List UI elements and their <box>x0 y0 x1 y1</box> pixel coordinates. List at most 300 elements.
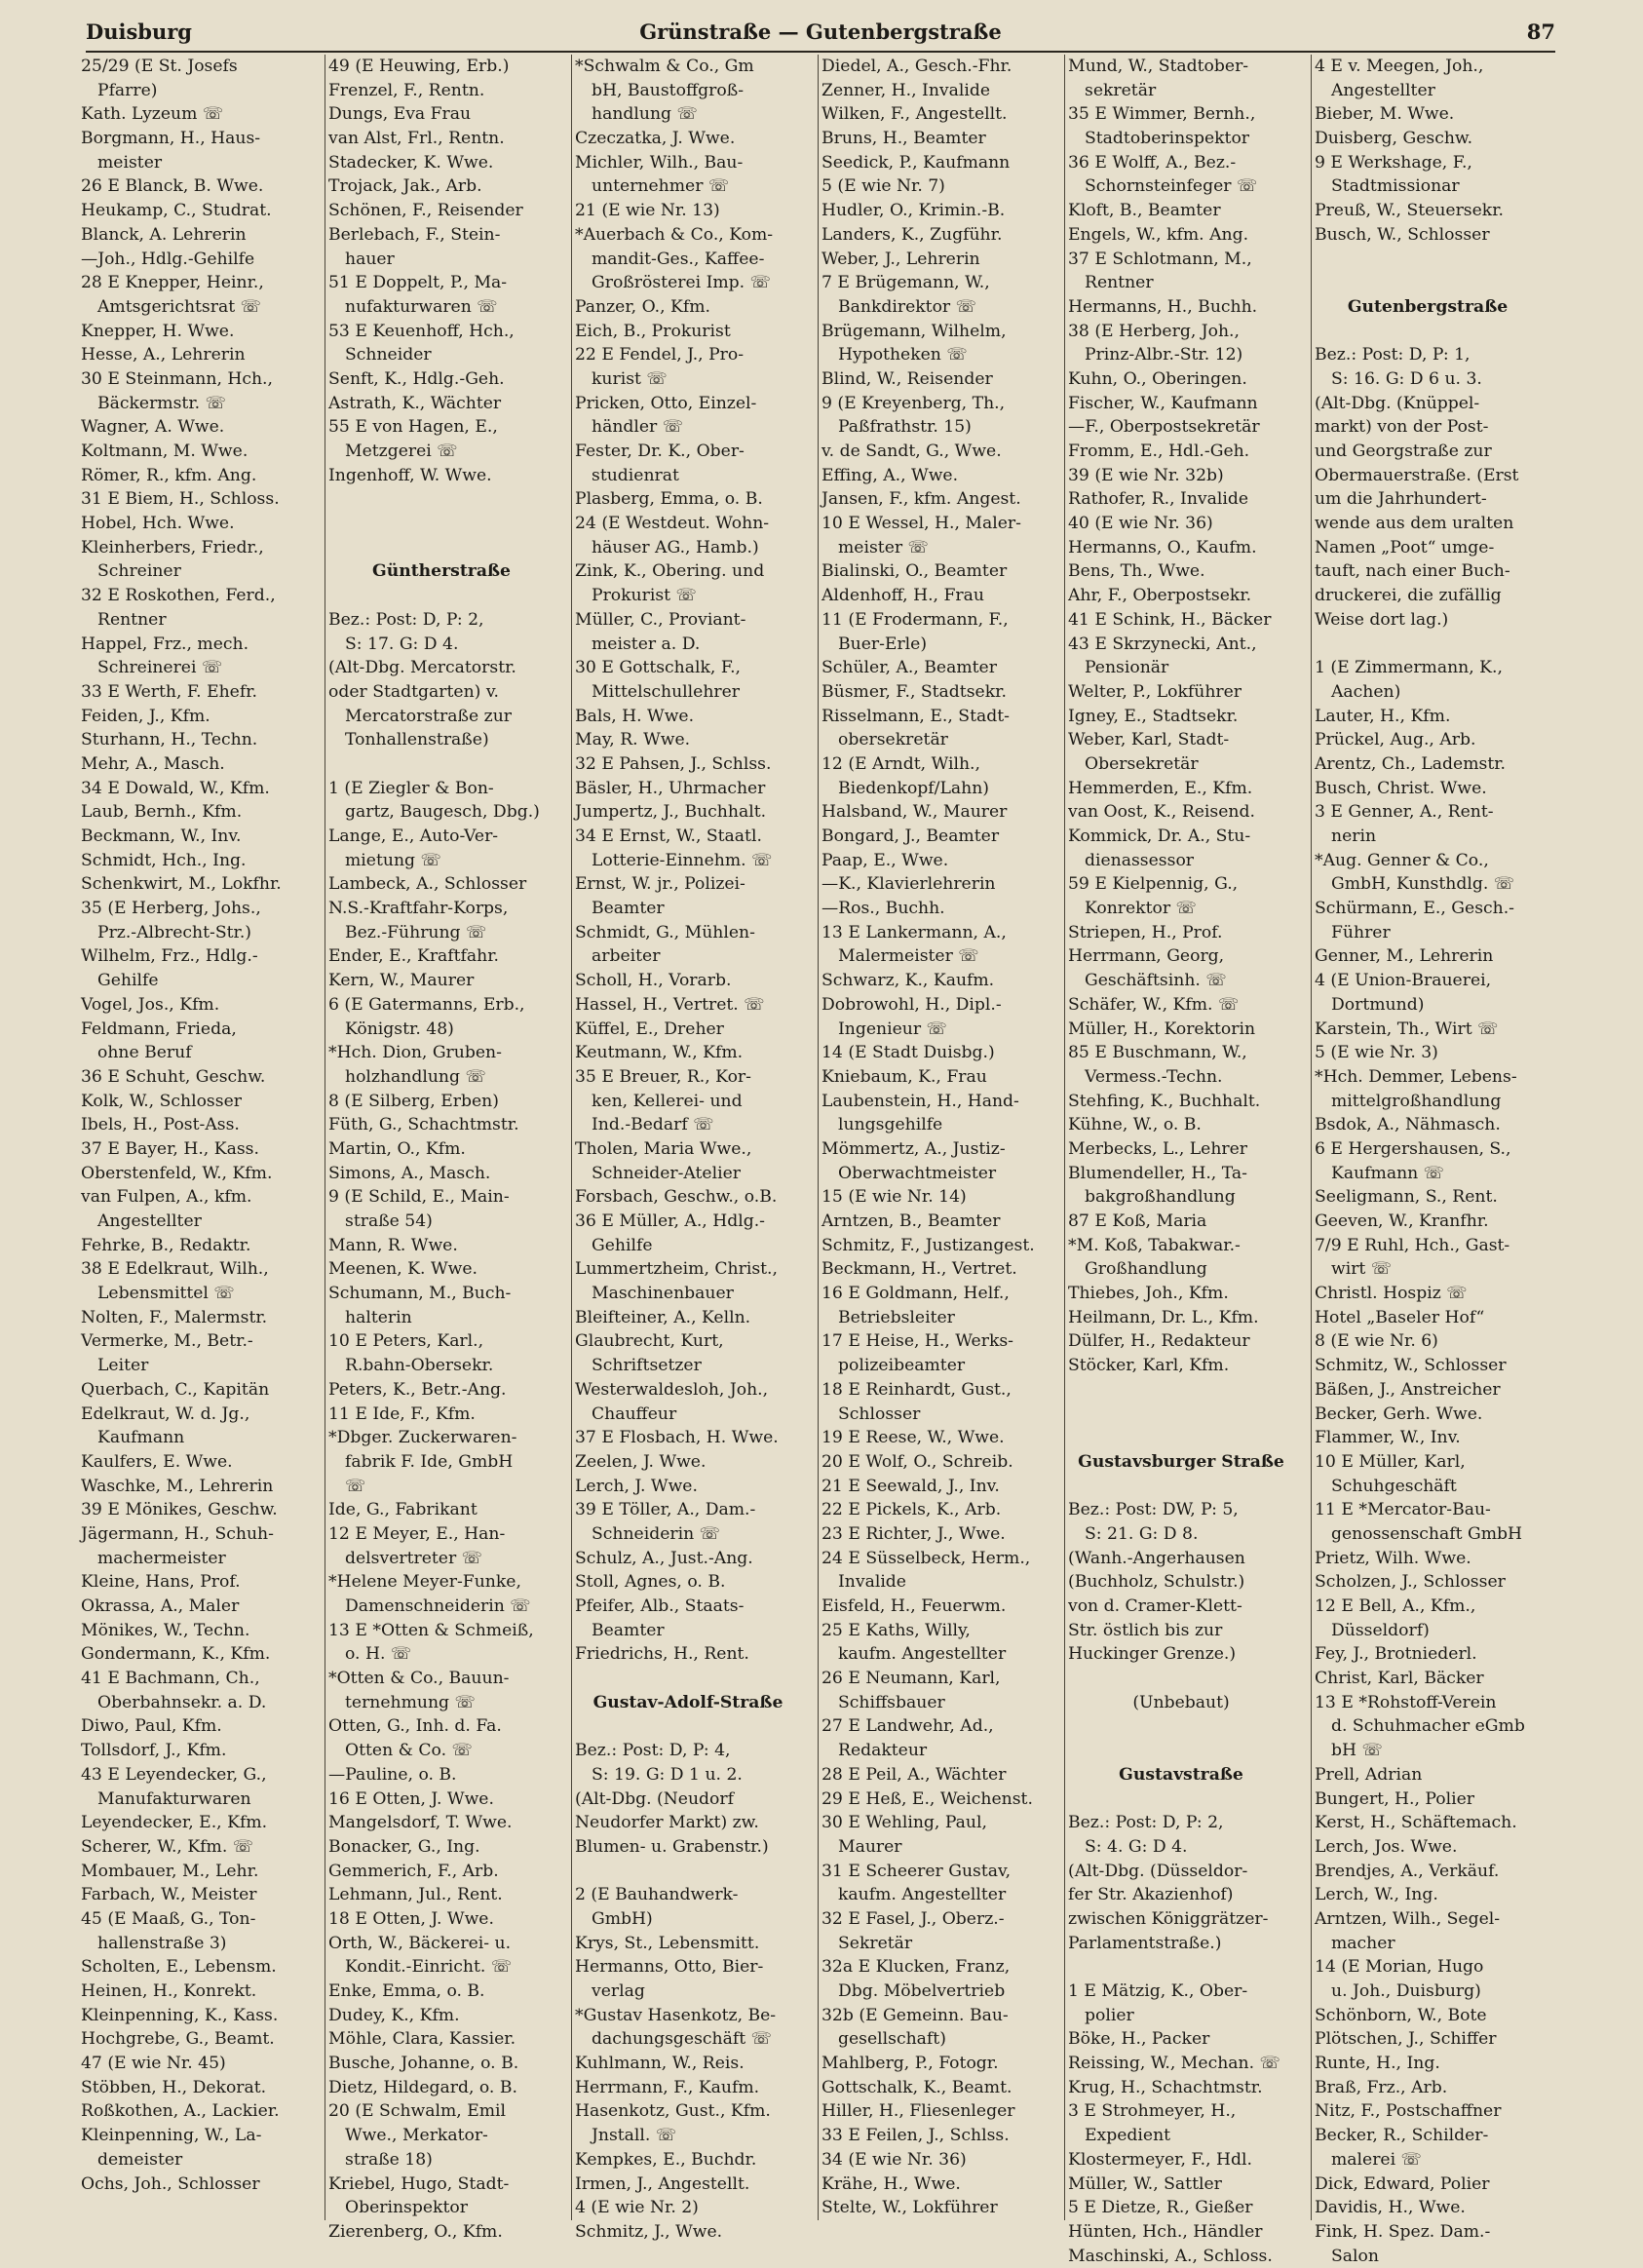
directory-entry: Bals, H. Wwe. <box>575 706 695 726</box>
directory-entry-continuation: meister a. D. <box>592 634 701 654</box>
directory-entry-continuation: dienassessor <box>1085 850 1195 870</box>
directory-entry-continuation: Paßfrathstr. 15) <box>838 417 972 438</box>
directory-entry-continuation: Kaufmann ☏ <box>1331 1163 1445 1183</box>
directory-entry: und Georgstraße zur <box>1315 442 1492 461</box>
directory-entry: Fink, H. Spez. Dam.- <box>1315 2221 1491 2242</box>
directory-entry: Landers, K., Zugführ. <box>822 224 1003 245</box>
directory-entry: *Hch. Dion, Gruben- <box>328 1043 502 1063</box>
directory-entry: Blanck, A. Lehrerin <box>81 224 247 245</box>
directory-entry-continuation: Ingenieur ☏ <box>838 1019 948 1039</box>
directory-entry: Davidis, H., Wwe. <box>1315 2198 1466 2218</box>
directory-entry: Bialinski, O., Beamter <box>822 561 1008 582</box>
directory-entry: Ender, E., Kraftfahr. <box>328 946 500 967</box>
directory-entry: 16 E Otten, J. Wwe. <box>328 1788 494 1809</box>
directory-entry: Flammer, W., Inv. <box>1315 1428 1461 1448</box>
directory-entry: 11 (E Frodermann, F., <box>822 609 1009 630</box>
directory-entry-continuation: Amtsgerichtsrat ☏ <box>97 296 262 317</box>
directory-entry: Fischer, W., Kaufmann <box>1068 393 1258 413</box>
directory-entry: Hesse, A., Lehrerin <box>81 345 246 365</box>
directory-entry: Blumendeller, H., Ta- <box>1068 1163 1247 1183</box>
directory-entry: Simons, A., Masch. <box>328 1163 491 1183</box>
directory-entry: Böke, H., Packer <box>1068 2029 1210 2050</box>
directory-entry: Gemmerich, F., Arb. <box>328 1861 499 1881</box>
directory-entry: 22 E Fendel, J., Pro- <box>575 345 745 365</box>
directory-entry: Kühne, W., o. B. <box>1068 1115 1202 1135</box>
directory-entry: Stehfing, K., Buchhalt. <box>1068 1091 1261 1111</box>
directory-entry: Busch, Christ. Wwe. <box>1315 778 1487 798</box>
directory-entry: 1 E Mätzig, K., Ober- <box>1068 1981 1248 2001</box>
directory-entry: Kloft, B., Beamter <box>1068 201 1221 221</box>
directory-entry: Engels, W., kfm. Ang. <box>1068 224 1249 245</box>
directory-entry-continuation: Großrösterei Imp. ☏ <box>592 273 772 293</box>
directory-entry: Panzer, O., Kfm. <box>575 296 711 317</box>
directory-entry-continuation: unternehmer ☏ <box>592 176 730 197</box>
directory-entry: zwischen Königgrätzer- <box>1068 1908 1269 1929</box>
directory-entry-continuation: Sekretär <box>838 1933 913 1953</box>
directory-entry: Pricken, Otto, Einzel- <box>575 393 757 413</box>
directory-entry: 9 (E Schild, E., Main- <box>328 1187 510 1208</box>
directory-entry: Namen „Poot“ umge- <box>1315 537 1495 557</box>
directory-entry: 35 E Breuer, R., Kor- <box>575 1066 751 1087</box>
directory-entry-continuation: ☏ <box>345 1476 366 1496</box>
directory-entry: Becker, R., Schilder- <box>1315 2126 1489 2146</box>
directory-entry: Str. östlich bis zur <box>1068 1620 1223 1640</box>
directory-entry: Lummertzheim, Christ., <box>575 1259 778 1280</box>
directory-entry: Lauter, H., Kfm. <box>1315 706 1451 726</box>
directory-entry: 38 (E Herberg, Joh., <box>1068 321 1240 341</box>
directory-entry: Hiller, H., Fliesenleger <box>822 2101 1015 2122</box>
spacer <box>1065 1955 1297 1980</box>
directory-entry: 2 (E Bauhandwerk- <box>575 1885 739 1905</box>
directory-entry-continuation: macher <box>1331 1933 1395 1953</box>
directory-entry: 21 E Seewald, J., Inv. <box>822 1476 1000 1496</box>
directory-entry-continuation: Maschinenbauer <box>592 1284 734 1304</box>
directory-entry: *Dbger. Zuckerwaren- <box>328 1428 517 1448</box>
directory-entry: *Gustav Hasenkotz, Be- <box>575 2005 777 2025</box>
directory-entry: Christl. Hospiz ☏ <box>1315 1284 1468 1304</box>
directory-entry: 38 E Edelkraut, Wilh., <box>81 1259 269 1280</box>
directory-entry: Dietz, Hildegard, o. B. <box>328 2077 517 2097</box>
directory-entry: Weise dort lag.) <box>1315 609 1449 630</box>
directory-entry: 29 E Heß, E., Weichenst. <box>822 1788 1033 1809</box>
directory-entry: 12 (E Arndt, Wilh., <box>822 753 980 774</box>
directory-entry-continuation: mandit-Ges., Kaffee- <box>592 249 765 269</box>
directory-entry-continuation: Prz.-Albrecht-Str.) <box>97 922 251 942</box>
column-2 <box>325 55 557 2242</box>
directory-entry-continuation: Aachen) <box>1331 681 1401 702</box>
spacer <box>1065 1739 1297 1763</box>
directory-entry: 49 (E Heuwing, Erb.) <box>328 57 510 76</box>
directory-entry-continuation: fabrik F. Ide, GmbH <box>345 1451 514 1472</box>
directory-entry-continuation: Düsseldorf) <box>1331 1620 1430 1640</box>
directory-entry-continuation: polizeibeamter <box>838 1356 966 1376</box>
directory-entry-continuation: Mittelschullehrer <box>592 681 741 702</box>
directory-entry: 51 E Doppelt, P., Ma- <box>328 273 508 293</box>
directory-entry: Bez.: Post: D, P: 4, <box>575 1741 731 1761</box>
directory-entry-continuation: straße 18) <box>345 2149 433 2170</box>
directory-entry: Gondermann, K., Kfm. <box>81 1644 271 1665</box>
column-4 <box>818 55 1051 2220</box>
directory-entry: Mombauer, M., Lehr. <box>81 1861 259 1881</box>
street-heading: Gutenbergstraße <box>1347 296 1509 317</box>
spacer <box>572 1714 804 1739</box>
directory-entry: Diwo, Paul, Kfm. <box>81 1716 222 1737</box>
directory-entry-continuation: Obersekretär <box>1085 753 1199 774</box>
directory-entry-continuation: Königstr. 48) <box>345 1019 454 1039</box>
directory-entry-continuation: Schiffsbauer <box>838 1692 945 1712</box>
directory-entry: May, R. Wwe. <box>575 730 691 750</box>
directory-entry: Schäfer, W., Kfm. ☏ <box>1068 994 1240 1015</box>
directory-entry-continuation: Prokurist ☏ <box>592 586 698 606</box>
directory-entry: Fehrke, B., Redaktr. <box>81 1235 251 1255</box>
directory-entry: Krys, St., Lebensmitt. <box>575 1933 760 1953</box>
directory-entry: 33 E Werth, F. Ehefr. <box>81 681 258 702</box>
directory-entry: Ernst, W. jr., Polizei- <box>575 874 745 895</box>
directory-entry: 59 E Kielpennig, G., <box>1068 874 1239 895</box>
directory-entry-continuation: Expedient <box>1085 2126 1171 2146</box>
directory-entry-continuation: arbeiter <box>592 946 661 967</box>
directory-entry: Mangelsdorf, T. Wwe. <box>328 1813 513 1833</box>
directory-entry: Oberstenfeld, W., Kfm. <box>81 1163 273 1183</box>
directory-entry-continuation: hallenstraße 3) <box>97 1933 227 1953</box>
directory-entry-continuation: Bankdirektor ☏ <box>838 296 977 317</box>
directory-entry: 4 (E wie Nr. 2) <box>575 2198 699 2218</box>
directory-entry: 15 (E wie Nr. 14) <box>822 1187 967 1208</box>
directory-entry-continuation: Schneiderin ☏ <box>592 1523 721 1544</box>
directory-entry: Büsmer, F., Stadtsekr. <box>822 681 1007 702</box>
directory-entry-continuation: straße 54) <box>345 1211 433 1231</box>
directory-entry-continuation: Prinz-Albr.-Str. 12) <box>1085 345 1243 365</box>
column-3 <box>571 55 804 2242</box>
directory-entry: Prückel, Aug., Arb. <box>1315 730 1476 750</box>
directory-entry-continuation: Pfarre) <box>97 80 158 100</box>
directory-entry: Mönikes, W., Techn. <box>81 1620 250 1640</box>
directory-entry-continuation: Jnstall. ☏ <box>592 2126 677 2146</box>
directory-entry-continuation: verlag <box>592 1981 645 2001</box>
directory-entry-continuation: Stadtmissionar <box>1331 176 1460 197</box>
directory-entry: Waschke, M., Lehrerin <box>81 1476 274 1496</box>
directory-entry-continuation: ken, Kellerei- und <box>592 1091 743 1111</box>
directory-entry-continuation: Biedenkopf/Lahn) <box>838 778 989 798</box>
directory-entry: 37 E Flosbach, H. Wwe. <box>575 1428 779 1448</box>
directory-entry-continuation: Oberinspektor <box>345 2198 468 2218</box>
directory-entry: 34 E Ernst, W., Staatl. <box>575 826 762 846</box>
directory-entry-continuation: delsvertreter ☏ <box>345 1548 483 1568</box>
directory-entry: Gottschalk, K., Beamt. <box>822 2077 1013 2097</box>
directory-entry: Mann, R. Wwe. <box>328 1235 458 1255</box>
directory-entry-continuation: Dortmund) <box>1331 994 1425 1015</box>
directory-entry: 20 (E Schwalm, Emil <box>328 2101 507 2122</box>
directory-entry: Arntzen, B., Beamter <box>822 1211 1001 1231</box>
directory-entry: Wagner, A. Wwe. <box>81 417 225 438</box>
directory-entry: Frenzel, F., Rentn. <box>328 80 485 100</box>
directory-entry: van Oost, K., Reisend. <box>1068 802 1255 823</box>
directory-entry: Weber, Karl, Stadt- <box>1068 730 1230 750</box>
directory-entry: Heilmann, Dr. L., Kfm. <box>1068 1307 1259 1327</box>
directory-entry: Scholten, E., Lebensm. <box>81 1957 277 1978</box>
directory-entry: 34 (E wie Nr. 36) <box>822 2149 967 2170</box>
directory-entry: Tholen, Maria Wwe., <box>575 1138 752 1159</box>
header-street-range: Grünstraße — Gutenbergstraße <box>639 19 1002 44</box>
directory-entry: Welter, P., Lokführer <box>1068 681 1242 702</box>
directory-entry-continuation: Tonhallenstraße) <box>345 730 489 750</box>
directory-entry-continuation: Damenschneiderin ☏ <box>345 1596 531 1616</box>
directory-entry: Enke, Emma, o. B. <box>328 1981 485 2001</box>
directory-entry: markt) von der Post- <box>1315 417 1489 438</box>
directory-entry: Krähe, H., Wwe. <box>822 2173 961 2194</box>
directory-entry: Kleinherbers, Friedr., <box>81 537 264 557</box>
directory-entry: Forsbach, Geschw., o.B. <box>575 1187 778 1208</box>
directory-entry: 16 E Goldmann, Helf., <box>822 1284 1010 1304</box>
directory-entry: Hasenkotz, Gust., Kfm. <box>575 2101 771 2122</box>
directory-entry: Nolten, F., Malermstr. <box>81 1307 268 1327</box>
directory-entry: Bungert, H., Polier <box>1315 1788 1474 1809</box>
directory-entry: Schmitz, W., Schlosser <box>1315 1356 1507 1376</box>
directory-entry-continuation: Schneider-Atelier <box>592 1163 741 1183</box>
directory-entry-continuation: S: 19. G: D 1 u. 2. <box>592 1764 743 1785</box>
spacer <box>1312 320 1544 344</box>
directory-entry-continuation: meister ☏ <box>838 537 930 557</box>
directory-entry-continuation: ohne Beruf <box>97 1043 192 1063</box>
directory-entry: 32b (E Gemeinn. Bau- <box>822 2005 1009 2025</box>
directory-entry: Paap, E., Wwe. <box>822 850 949 870</box>
directory-entry: Hermanns, Otto, Bier- <box>575 1957 764 1978</box>
directory-entry-continuation: S: 16. G: D 6 u. 3. <box>1331 368 1482 389</box>
directory-entry: Keutmann, W., Kfm. <box>575 1043 744 1063</box>
directory-entry: 32 E Fasel, J., Oberz.- <box>822 1908 1005 1929</box>
directory-entry: 3 E Genner, A., Rent- <box>1315 802 1494 823</box>
directory-entry: Kolk, W., Schlosser <box>81 1091 242 1111</box>
directory-entry: Scholzen, J., Schlosser <box>1315 1572 1506 1593</box>
directory-entry: Otten, G., Inh. d. Fa. <box>328 1716 502 1737</box>
directory-entry: *Helene Meyer-Funke, <box>328 1572 521 1593</box>
directory-entry: Müller, C., Proviant- <box>575 609 746 630</box>
directory-entry: Ingenhoff, W. Wwe. <box>328 465 492 485</box>
directory-entry: 53 E Keuenhoff, Hch., <box>328 321 515 341</box>
directory-entry: Römer, R., kfm. Ang. <box>81 465 257 485</box>
directory-entry: Lange, E., Auto-Ver- <box>328 826 499 846</box>
directory-entry: —Joh., Hdlg.-Gehilfe <box>81 249 255 269</box>
directory-entry: 27 E Landwehr, Ad., <box>822 1716 994 1737</box>
directory-entry: 8 (E wie Nr. 6) <box>1315 1331 1438 1352</box>
spacer <box>1065 1378 1297 1403</box>
directory-entry: Vogel, Jos., Kfm. <box>81 994 220 1015</box>
directory-entry-continuation: S: 21. G: D 8. <box>1085 1523 1199 1544</box>
directory-entry-continuation: Rentner <box>97 609 167 630</box>
directory-entry: 1 (E Zimmermann, K., <box>1315 658 1503 678</box>
directory-entry: Fester, Dr. K., Ober- <box>575 442 745 461</box>
spacer <box>572 1860 804 1884</box>
directory-entry-continuation: mittelgroßhandlung <box>1331 1091 1502 1111</box>
directory-entry-continuation: Angestellter <box>1331 80 1435 100</box>
directory-entry: —Ros., Buchh. <box>822 899 945 919</box>
directory-entry: (Buchholz, Schulstr.) <box>1068 1572 1245 1593</box>
directory-entry: 11 E *Mercator-Bau- <box>1315 1500 1491 1520</box>
directory-entry: 4 (E Union-Brauerei, <box>1315 971 1492 991</box>
directory-entry: Zeelen, J. Wwe. <box>575 1451 707 1472</box>
directory-entry: Querbach, C., Kapitän <box>81 1379 270 1400</box>
spacer <box>572 1667 804 1691</box>
spacer <box>1065 1667 1297 1691</box>
directory-entry: Jägermann, H., Schuh- <box>81 1523 274 1544</box>
directory-entry: 14 (E Morian, Hugo <box>1315 1957 1484 1978</box>
directory-entry: 21 (E wie Nr. 13) <box>575 201 720 221</box>
directory-entry: 32a E Klucken, Franz, <box>822 1957 1011 1978</box>
directory-entry: 26 E Neumann, Karl, <box>822 1669 1001 1689</box>
directory-entry: van Alst, Frl., Rentn. <box>328 129 505 149</box>
directory-entry: Reissing, W., Mechan. ☏ <box>1068 2054 1280 2074</box>
directory-entry: Müller, H., Korektorin <box>1068 1019 1256 1039</box>
directory-entry-continuation: nerin <box>1331 826 1377 846</box>
directory-entry: Kleinpenning, W., La- <box>81 2126 262 2146</box>
directory-entry: Striepen, H., Prof. <box>1068 922 1223 942</box>
spacer <box>325 512 557 536</box>
directory-entry: 13 E *Rohstoff-Verein <box>1315 1692 1497 1712</box>
directory-entry: Neudorfer Markt) zw. <box>575 1813 759 1833</box>
directory-entry: Lerch, Jos. Wwe. <box>1315 1836 1458 1857</box>
directory-entry: (Alt-Dbg. (Knüppel- <box>1315 393 1480 413</box>
directory-entry-continuation: halterin <box>345 1307 412 1327</box>
directory-entry: Meenen, K. Wwe. <box>328 1259 478 1280</box>
directory-entry: 37 E Schlotmann, M., <box>1068 249 1252 269</box>
directory-entry-continuation: hauer <box>345 249 395 269</box>
directory-entry-continuation: handlung ☏ <box>592 104 698 125</box>
page-number: 87 <box>1526 19 1555 44</box>
directory-entry-continuation: nufakturwaren ☏ <box>345 296 498 317</box>
directory-entry: Kniebaum, K., Frau <box>822 1066 987 1087</box>
directory-entry-continuation: Rentner <box>1085 273 1154 293</box>
directory-entry-continuation: Wwe., Merkator- <box>345 2126 488 2146</box>
directory-entry: Ibels, H., Post-Ass. <box>81 1115 240 1135</box>
directory-entry: Karstein, Th., Wirt ☏ <box>1315 1019 1499 1039</box>
directory-entry: 24 E Süsselbeck, Herm., <box>822 1548 1031 1568</box>
directory-entry: Preuß, W., Steuersekr. <box>1315 201 1504 221</box>
directory-entry: Roßkothen, A., Lackier. <box>81 2101 280 2122</box>
directory-entry-continuation: GmbH) <box>592 1908 653 1929</box>
directory-entry-continuation: meister <box>97 152 163 173</box>
directory-entry: Diedel, A., Gesch.-Fhr. <box>822 57 1013 76</box>
directory-entry: 39 E Töller, A., Dam.- <box>575 1500 756 1520</box>
directory-entry: Herrmann, F., Kaufm. <box>575 2077 760 2097</box>
directory-entry-continuation: Pensionär <box>1085 658 1169 678</box>
directory-entry: Laubenstein, H., Hand- <box>822 1091 1019 1111</box>
directory-entry: Dobrowohl, H., Dipl.- <box>822 994 1002 1015</box>
directory-entry: Bsdok, A., Nähmasch. <box>1315 1115 1501 1135</box>
directory-entry: Obermauerstraße. (Erst <box>1315 465 1519 485</box>
directory-entry: Kaulfers, E. Wwe. <box>81 1451 233 1472</box>
directory-entry-continuation: Schuhgeschäft <box>1331 1476 1457 1496</box>
directory-entry: um die Jahrhundert- <box>1315 489 1487 510</box>
directory-entry-continuation: kaufm. Angestellter <box>838 1644 1007 1665</box>
directory-entry: Kleinpenning, K., Kass. <box>81 2005 279 2025</box>
directory-entry: N.S.-Kraftfahr-Korps, <box>328 899 509 919</box>
column-6 <box>1311 55 1544 2266</box>
directory-entry: Sturhann, H., Techn. <box>81 730 258 750</box>
directory-entry-continuation: machermeister <box>97 1548 226 1568</box>
directory-entry: 36 E Müller, A., Hdlg.- <box>575 1211 765 1231</box>
directory-entry: Tollsdorf, J., Kfm. <box>81 1741 227 1761</box>
directory-entry: Thiebes, Joh., Kfm. <box>1068 1284 1229 1304</box>
directory-entry: 12 E Bell, A., Kfm., <box>1315 1596 1476 1616</box>
directory-entry: Hotel „Baseler Hof“ <box>1315 1307 1485 1327</box>
spacer <box>1065 1714 1297 1739</box>
directory-entry: Peters, K., Betr.-Ang. <box>328 1379 507 1400</box>
directory-entry: 10 E Peters, Karl., <box>328 1331 484 1352</box>
directory-entry-continuation: Oberwachtmeister <box>838 1163 997 1183</box>
directory-entry-continuation: Geschäftsinh. ☏ <box>1085 971 1227 991</box>
directory-entry: Brügemann, Wilhelm, <box>822 321 1007 341</box>
directory-entry-continuation: Lebensmittel ☏ <box>97 1284 235 1304</box>
directory-entry: Senft, K., Hdlg.-Geh. <box>328 368 505 389</box>
directory-entry: 18 E Reinhardt, Gust., <box>822 1379 1012 1400</box>
directory-entry: 87 E Koß, Maria <box>1068 1211 1207 1231</box>
directory-entry: 12 E Meyer, E., Han- <box>328 1523 506 1544</box>
directory-entry: Zierenberg, O., Kfm. <box>328 2221 503 2242</box>
directory-entry: Mund, W., Stadtober- <box>1068 57 1249 76</box>
directory-entry: 31 E Biem, H., Schloss. <box>81 489 280 510</box>
directory-entry: 30 E Steinmann, Hch., <box>81 368 273 389</box>
directory-entry: 32 E Roskothen, Ferd., <box>81 586 276 606</box>
directory-entry: Duisberg, Geschw. <box>1315 129 1473 149</box>
directory-entry: Kempkes, E., Buchdr. <box>575 2149 757 2170</box>
directory-entry: Bruns, H., Beamter <box>822 129 986 149</box>
directory-entry: 3 E Strohmeyer, H., <box>1068 2101 1237 2122</box>
street-heading: Gustavsburger Straße <box>1078 1451 1284 1472</box>
directory-entry: Kuhn, O., Oberingen. <box>1068 368 1247 389</box>
directory-entry: wende aus dem uralten <box>1315 514 1514 534</box>
directory-entry: Pfeifer, Alb., Staats- <box>575 1596 745 1616</box>
directory-entry: Halsband, W., Maurer <box>822 802 1008 823</box>
directory-entry: (Alt-Dbg. (Düsseldor- <box>1068 1861 1248 1881</box>
directory-entry: Koltmann, M. Wwe. <box>81 442 248 461</box>
directory-entry: 10 E Müller, Karl, <box>1315 1451 1466 1472</box>
directory-entry: Stöbben, H., Dekorat. <box>81 2077 267 2097</box>
directory-entry: Feldmann, Frieda, <box>81 1019 237 1039</box>
directory-entry: Merbecks, L., Lehrer <box>1068 1138 1248 1159</box>
directory-entry-continuation: Manufakturwaren <box>97 1788 251 1809</box>
directory-entry: Kerst, H., Schäftemach. <box>1315 1813 1517 1833</box>
directory-entry: Bez.: Post: D, P: 2, <box>1068 1813 1224 1833</box>
directory-entry: Bez.: Post: D, P: 2, <box>328 609 484 630</box>
directory-entry: Bens, Th., Wwe. <box>1068 561 1205 582</box>
directory-entry: 13 E *Otten & Schmeiß, <box>328 1620 534 1640</box>
directory-entry: Bez.: Post: DW, P: 5, <box>1068 1500 1239 1520</box>
directory-entry: Schmitz, J., Wwe. <box>575 2221 723 2242</box>
directory-entry: Laub, Bernh., Kfm. <box>81 802 243 823</box>
directory-entry: *Aug. Genner & Co., <box>1315 850 1489 870</box>
directory-entry: Blumen- u. Grabenstr.) <box>575 1836 769 1857</box>
directory-entry: Prell, Adrian <box>1315 1764 1423 1785</box>
directory-entry: Glaubrecht, Kurt, <box>575 1331 724 1352</box>
directory-entry-continuation: händler ☏ <box>592 417 684 438</box>
directory-entry: Hudler, O., Krimin.-B. <box>822 201 1006 221</box>
directory-entry-continuation: Schreiner <box>97 561 181 582</box>
directory-entry: Zink, K., Obering. und <box>575 561 765 582</box>
directory-entry: Ochs, Joh., Schlosser <box>81 2173 260 2194</box>
directory-entry: Bleifteiner, A., Kelln. <box>575 1307 751 1327</box>
directory-entry: Füth, G., Schachtmstr. <box>328 1115 519 1135</box>
directory-entry: 32 E Pahsen, J., Schlss. <box>575 753 772 774</box>
directory-entry-continuation: Stadtoberinspektor <box>1085 129 1250 149</box>
directory-entry: *M. Koß, Tabakwar.- <box>1068 1235 1241 1255</box>
directory-entry: *Hch. Demmer, Lebens- <box>1315 1066 1517 1087</box>
directory-entry: 39 E Mönikes, Geschw. <box>81 1500 278 1520</box>
directory-entry-continuation: Großhandlung <box>1085 1259 1207 1280</box>
directory-entry-continuation: Dbg. Möbelvertrieb <box>838 1981 1006 2001</box>
directory-entry: Hobel, Hch. Wwe. <box>81 514 235 534</box>
directory-entry: Eisfeld, H., Feuerwm. <box>822 1596 1007 1616</box>
spacer <box>1065 1403 1297 1427</box>
